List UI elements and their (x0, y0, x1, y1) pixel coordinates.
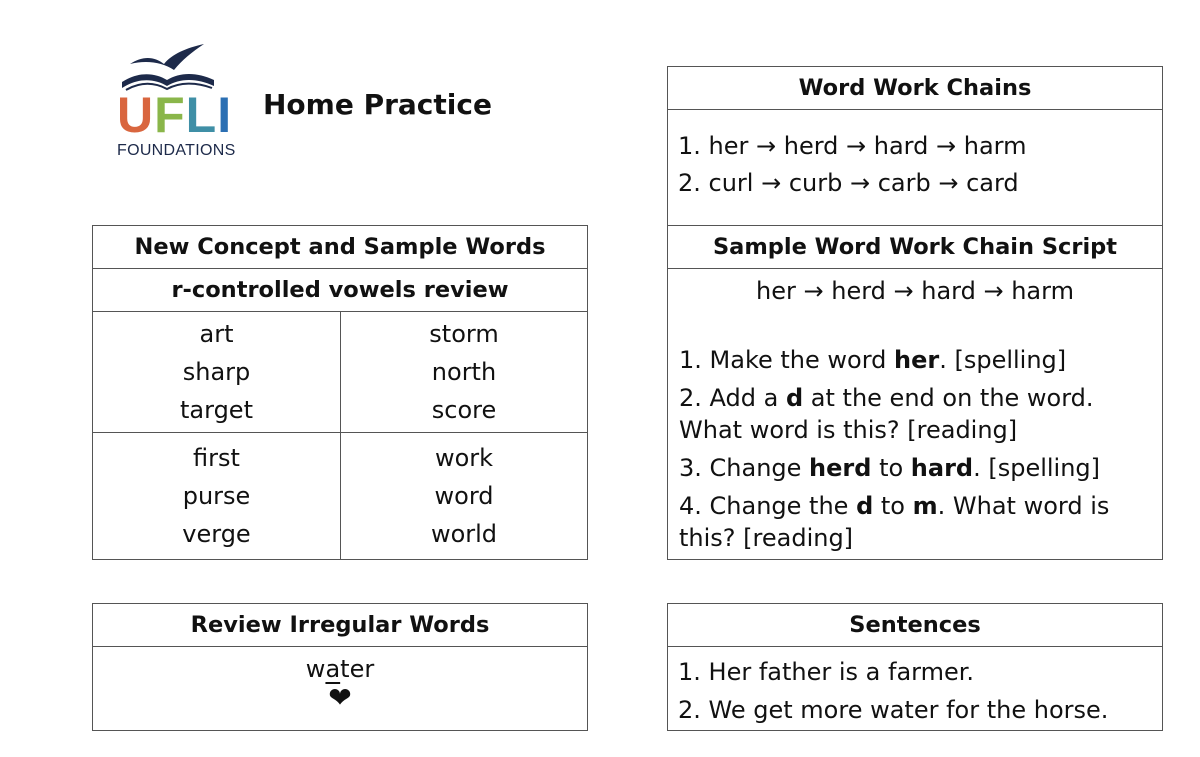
irregular-word (93, 655, 587, 683)
chains-title: Word Work Chains (668, 67, 1162, 110)
sample-word: first (193, 444, 240, 472)
word-column (93, 315, 340, 429)
sentences-title: Sentences (668, 604, 1162, 647)
chain-line: 1. her → herd → hard → harm (678, 132, 1027, 160)
step-bold: d (785, 384, 804, 412)
logo-letter: I (217, 87, 233, 143)
word-part: ter (340, 655, 375, 683)
word-column (93, 439, 340, 553)
logo-letter: U (117, 87, 155, 143)
sample-word: storm (429, 320, 499, 348)
step-text: at the end on the word. What word is this? [reading] (679, 384, 1094, 444)
sample-word: target (180, 396, 253, 424)
script-step (679, 344, 1149, 376)
step-bold: d (856, 492, 874, 520)
script-step (679, 490, 1149, 554)
step-text: 3. Change (679, 454, 810, 482)
step-text: 4. Change the (679, 492, 857, 520)
chain-line: 2. curl → curb → carb → card (678, 169, 1019, 197)
sentence: 1. Her father is a farmer. (678, 658, 975, 686)
word-column (341, 315, 587, 429)
sample-word: world (430, 520, 498, 548)
script-title: Sample Word Work Chain Script (668, 226, 1162, 269)
script-chain: her → herd → hard → harm (756, 277, 1074, 305)
step-bold: herd (809, 454, 872, 482)
irregular-words (92, 603, 588, 731)
step-text: to (873, 492, 913, 520)
sample-word: sharp (182, 358, 251, 386)
chain-list (668, 110, 1162, 202)
word-work-chains (667, 66, 1163, 226)
sentence-list (668, 647, 1162, 729)
step-text: to (871, 454, 911, 482)
step-text: . [spelling] (973, 454, 1101, 482)
irregular-title: Review Irregular Words (93, 604, 587, 647)
row-divider (93, 432, 587, 433)
step-text: . What word is this? [reading] (679, 492, 1110, 552)
script-step (679, 382, 1149, 446)
script-step (679, 452, 1149, 484)
step-bold: hard (910, 454, 974, 482)
sample-word: word (434, 482, 494, 510)
sample-word: work (434, 444, 494, 472)
logo-letters (117, 87, 233, 143)
logo-letter: L (185, 87, 218, 143)
word-part: w (305, 655, 326, 683)
step-bold: m (912, 492, 938, 520)
concept-table (92, 225, 588, 560)
step-text: . [spelling] (939, 346, 1067, 374)
concept-title: New Concept and Sample Words (93, 226, 587, 269)
word-column (341, 439, 587, 553)
heart-icon: ❤ (328, 681, 352, 714)
step-bold: her (894, 346, 940, 374)
concept-subtitle: r-controlled vowels review (93, 269, 587, 312)
sentences (667, 603, 1163, 731)
sample-words-grid (93, 312, 587, 559)
chain-script (667, 225, 1163, 560)
logo-letter: F (154, 87, 186, 143)
page-title: Home Practice (263, 88, 492, 121)
sentence: 2. We get more water for the horse. (678, 696, 1109, 724)
sample-word: art (199, 320, 234, 348)
step-text: 1. Make the word (679, 346, 895, 374)
logo-subtitle: FOUNDATIONS (117, 142, 236, 159)
sample-word: score (431, 396, 497, 424)
sample-word: purse (182, 482, 251, 510)
irregular-part: a (325, 655, 341, 683)
script-steps (679, 344, 1149, 560)
ufli-logo (112, 42, 236, 167)
step-text: 2. Add a (679, 384, 786, 412)
sample-word: verge (182, 520, 251, 548)
sample-word: north (431, 358, 497, 386)
